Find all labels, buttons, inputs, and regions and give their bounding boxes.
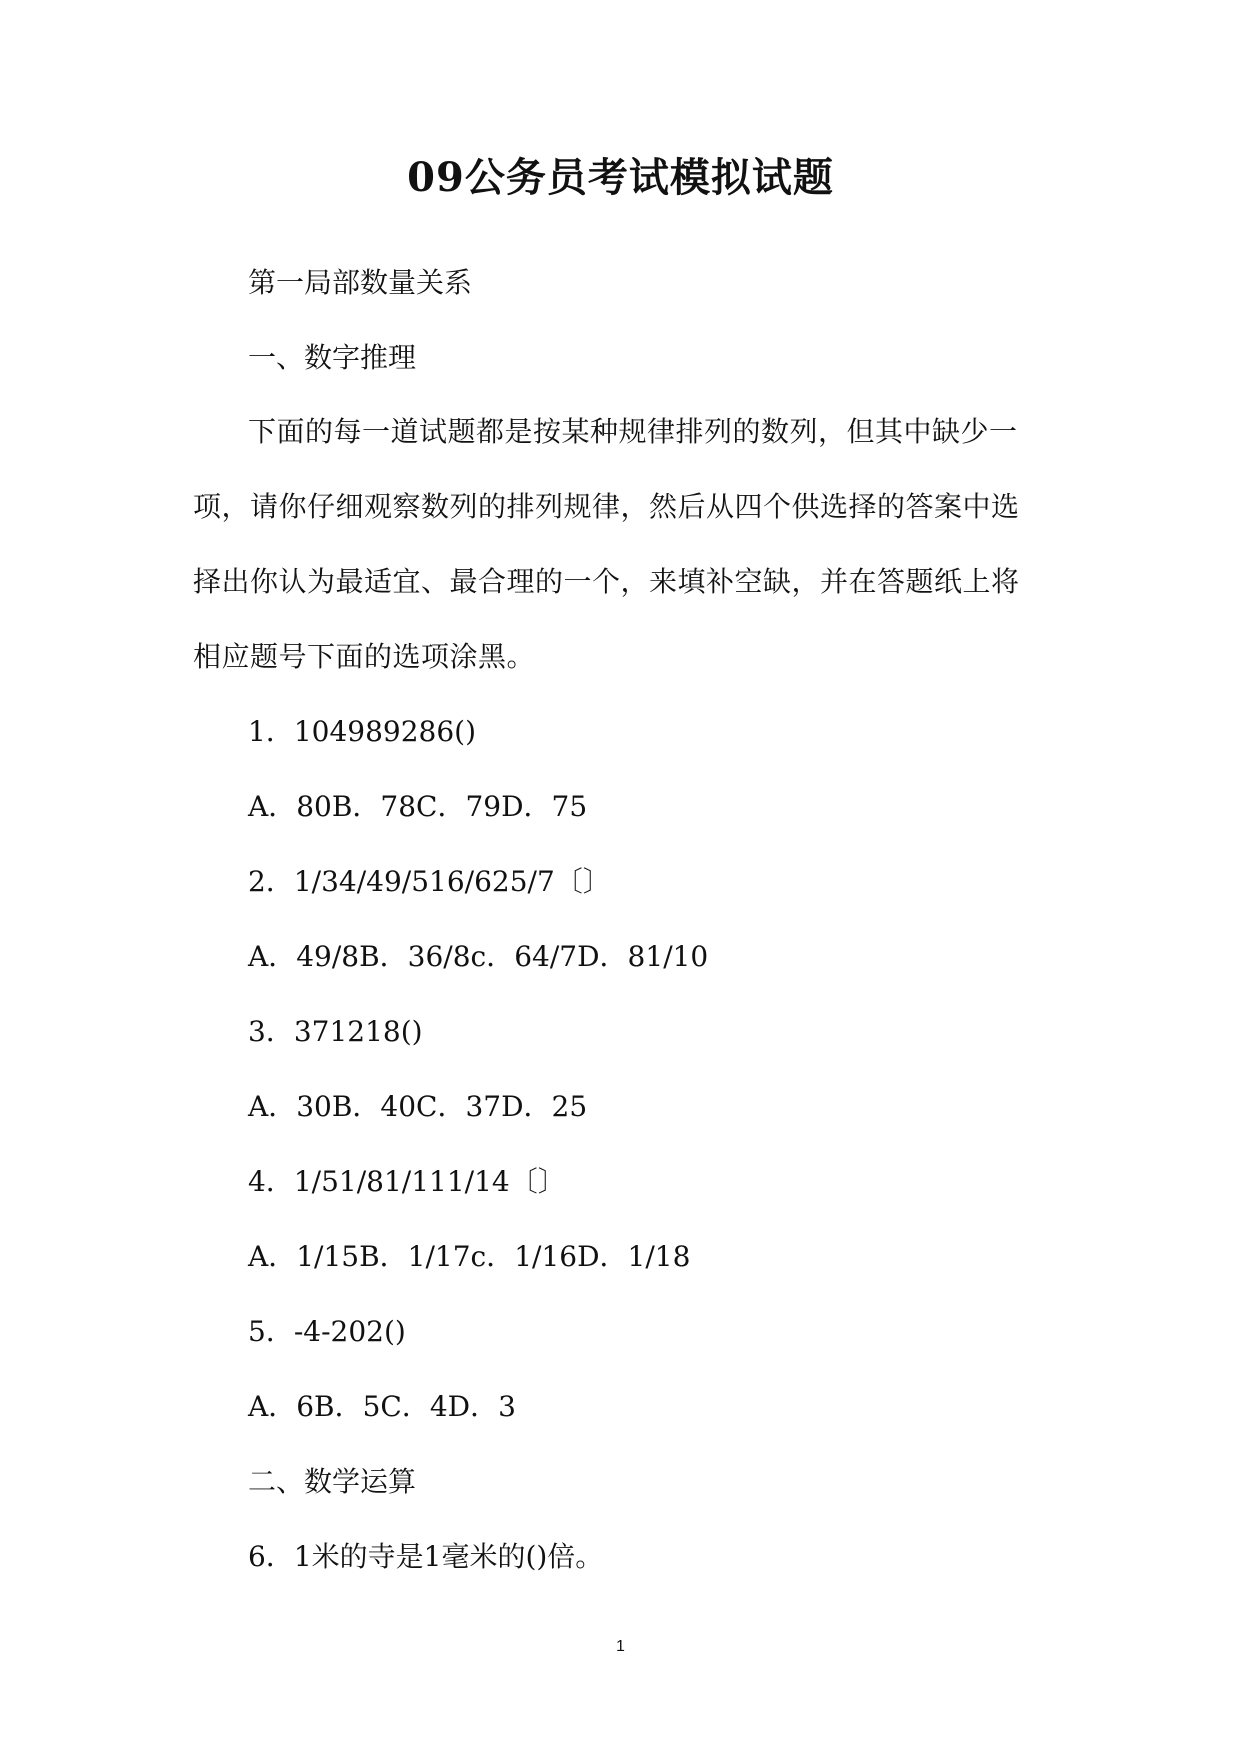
page-number: 1 (616, 1638, 625, 1655)
question-options: A．1/15B．1/17c．1/16D．1/18 (248, 1240, 691, 1273)
question-stem: 6．1米的寺是1毫米的()倍。 (248, 1540, 604, 1573)
subsection-heading-math-operations: 二、数学运算 (248, 1465, 417, 1498)
question-stem: 1．104989286() (248, 715, 476, 748)
question-options: A．49/8B．36/8c．64/7D．81/10 (248, 940, 709, 973)
instructions-line-2: 项，请你仔细观察数列的排列规律，然后从四个供选择的答案中选 (193, 490, 1020, 523)
question-options: A．80B．78C．79D．75 (248, 790, 588, 823)
instructions-line-3: 择出你认为最适宜、最合理的一个，来填补空缺，并在答题纸上将 (193, 565, 1020, 598)
question-options: A．30B．40C．37D．25 (248, 1090, 588, 1123)
question-stem: 4．1/51/81/111/14〔〕 (248, 1165, 566, 1198)
subsection-heading-number-reasoning: 一、数字推理 (248, 341, 417, 374)
instructions-line-1: 下面的每一道试题都是按某种规律排列的数列，但其中缺少一 (248, 415, 1018, 448)
question-stem: 2．1/34/49/516/625/7〔〕 (248, 865, 611, 898)
question-stem: 3．371218() (248, 1015, 423, 1048)
question-options: A．6B．5C．4D．3 (248, 1390, 516, 1423)
question-stem: 5．-4-202() (248, 1315, 406, 1348)
section-heading: 第一局部数量关系 (248, 266, 473, 299)
instructions-line-4: 相应题号下面的选项涂黑。 (193, 640, 536, 673)
document-title: 09公务员考试模拟试题 (407, 154, 834, 201)
